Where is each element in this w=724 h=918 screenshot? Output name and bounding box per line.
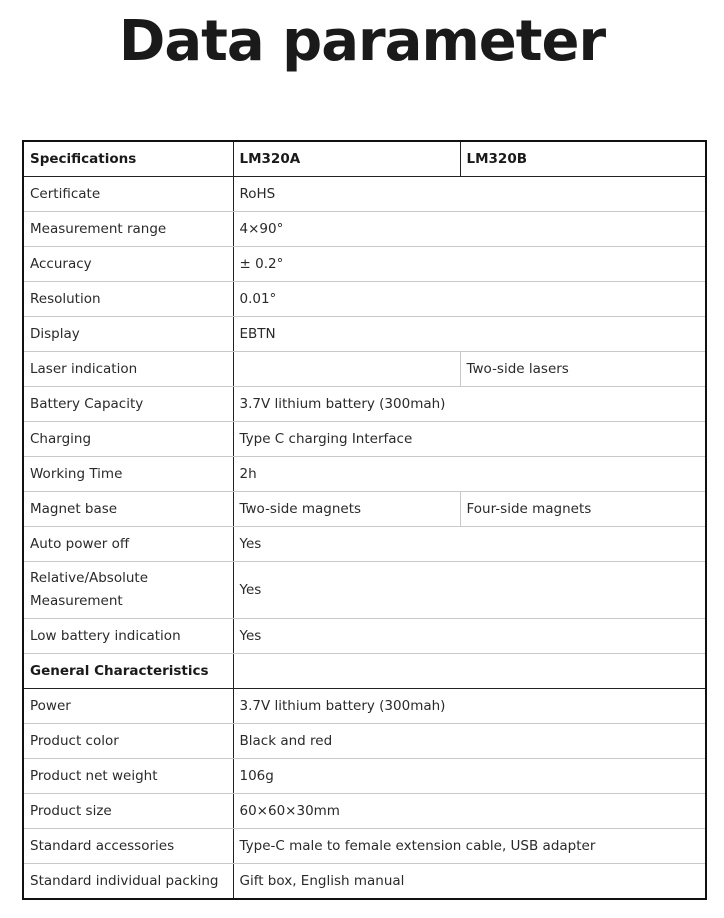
table-row (23, 527, 706, 562)
table-row (23, 724, 706, 759)
row-label: Laser indication (23, 352, 233, 387)
row-value: ± 0.2° (233, 247, 706, 282)
row-label: Relative/Absolute Measurement (23, 562, 233, 619)
row-label: Magnet base (23, 492, 233, 527)
row-value-model-a: Two-side magnets (233, 492, 460, 527)
row-label: Battery Capacity (23, 387, 233, 422)
row-value: 4×90° (233, 212, 706, 247)
row-value: 106g (233, 759, 706, 794)
table-row (23, 177, 706, 212)
row-label: Product size (23, 794, 233, 829)
row-value: 3.7V lithium battery (300mah) (233, 689, 706, 724)
row-label: Low battery indication (23, 619, 233, 654)
row-value: Type C charging Interface (233, 422, 706, 457)
table-row (23, 422, 706, 457)
row-value: EBTN (233, 317, 706, 352)
row-value: Black and red (233, 724, 706, 759)
row-label: Accuracy (23, 247, 233, 282)
row-value: 3.7V lithium battery (300mah) (233, 387, 706, 422)
table-row (23, 794, 706, 829)
row-value-model-a (233, 352, 460, 387)
page-title: Data parameter (118, 9, 606, 74)
row-label: Power (23, 689, 233, 724)
table-row (23, 387, 706, 422)
row-value-model-b: Two-side lasers (460, 352, 706, 387)
row-label: Working Time (23, 457, 233, 492)
row-value: Type-C male to female extension cable, USB adapter (233, 829, 706, 864)
row-label: Resolution (23, 282, 233, 317)
row-label: Certificate (23, 177, 233, 212)
header-model-b: LM320B (460, 141, 706, 177)
row-value: 60×60×30mm (233, 794, 706, 829)
row-label: Standard accessories (23, 829, 233, 864)
section-heading-value (233, 654, 706, 689)
table-row (23, 829, 706, 864)
row-value: Yes (233, 619, 706, 654)
table-row (23, 689, 706, 724)
table-row (23, 619, 706, 654)
spec-table (22, 140, 707, 900)
row-label: Display (23, 317, 233, 352)
table-row (23, 457, 706, 492)
row-value: Yes (233, 527, 706, 562)
general-characteristics-header (23, 654, 706, 689)
header-model-a: LM320A (233, 141, 460, 177)
row-label: Auto power off (23, 527, 233, 562)
table-row (23, 562, 706, 619)
table-row (23, 212, 706, 247)
row-label: Measurement range (23, 212, 233, 247)
header-specifications: Specifications (23, 141, 233, 177)
table-row (23, 317, 706, 352)
row-value: 0.01° (233, 282, 706, 317)
table-row (23, 352, 706, 387)
row-value: Gift box, English manual (233, 864, 706, 900)
table-row (23, 759, 706, 794)
table-row (23, 492, 706, 527)
row-value-model-b: Four-side magnets (460, 492, 706, 527)
table-row (23, 864, 706, 900)
row-value: RoHS (233, 177, 706, 212)
row-label: Charging (23, 422, 233, 457)
row-label: Product color (23, 724, 233, 759)
row-value: Yes (233, 562, 706, 619)
table-row (23, 282, 706, 317)
row-label: Standard individual packing (23, 864, 233, 900)
row-value: 2h (233, 457, 706, 492)
table-row (23, 247, 706, 282)
table-header-row (23, 141, 706, 177)
section-heading: General Characteristics (23, 654, 233, 689)
row-label: Product net weight (23, 759, 233, 794)
